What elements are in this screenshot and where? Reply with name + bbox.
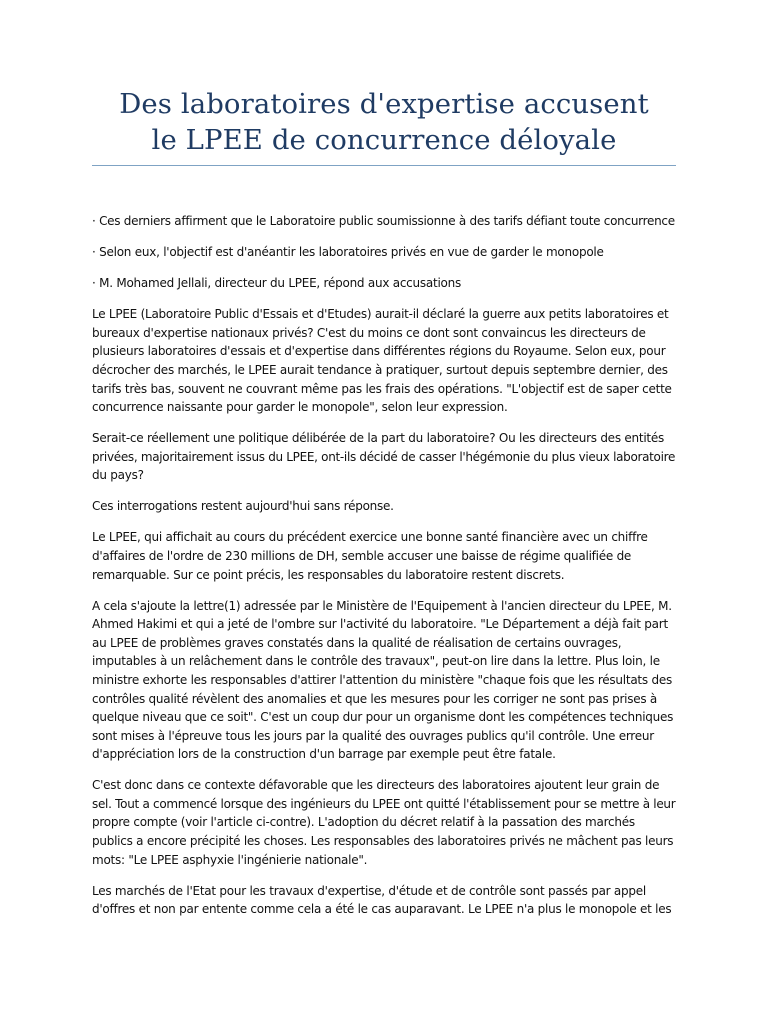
paragraph-line: mots: "Le LPEE asphyxie l'ingénierie nationale". — [92, 852, 368, 867]
paragraph-line: au LPEE de problèmes graves constatés dans la qualité de réalisation de certains ouvrages, — [92, 635, 622, 650]
paragraph-line: A cela s'ajoute la lettre(1) adressée par le Ministère de l'Equipement à l'ancien directeur du LPEE, M. — [92, 598, 672, 613]
paragraph-line: ministre exhorte les responsables d'attirer l'attention du ministère "chaque fois que les résultats des — [92, 672, 672, 687]
paragraph-line: d'appréciation lors de la construction d'un barrage par exemple peut être fatale. — [92, 747, 556, 762]
article-body — [92, 305, 676, 919]
article-title — [92, 86, 676, 158]
paragraph-line: bureaux d'expertise nationaux privés? C'est du moins ce dont sont convaincus les directeurs de — [92, 325, 646, 340]
paragraph-line: Ces interrogations restent aujourd'hui sans réponse. — [92, 499, 394, 514]
paragraph-line: sont mises à l'épreuve tous les jours par la qualité des ouvrages publics qu'il contrôle. Une erreur — [92, 728, 654, 743]
summary-bullet: · M. Mohamed Jellali, directeur du LPEE, répond aux accusations — [92, 276, 461, 291]
paragraph-line: privées, majoritairement issus du LPEE, ont-ils décidé de casser l'hégémonie du plus vieux laboratoire — [92, 449, 676, 464]
article-paragraph — [92, 776, 676, 869]
summary-bullets — [92, 212, 676, 293]
paragraph-line: Ahmed Hakimi et qui a jeté de l'ombre sur l'activité du laboratoire. "Le Département a déjà fait part — [92, 617, 668, 632]
paragraph-line: C'est donc dans ce contexte défavorable que les directeurs des laboratoires ajoutent leur grain de — [92, 778, 660, 793]
article-paragraph — [92, 305, 676, 417]
paragraph-line: décrocher des marchés, le LPEE aurait tendance à pratiquer, surtout depuis septembre dernier, des — [92, 363, 668, 378]
paragraph-line: plusieurs laboratoires d'essais et d'expertise dans différentes régions du Royaume. Selon eux, pour — [92, 344, 666, 359]
article-paragraph — [92, 528, 676, 584]
paragraph-line: Serait-ce réellement une politique délibérée de la part du laboratoire? Ou les directeurs des entités — [92, 431, 665, 446]
paragraph-line: remarquable. Sur ce point précis, les responsables du laboratoire restent discrets. — [92, 567, 565, 582]
article-paragraph — [92, 882, 676, 919]
article-paragraph — [92, 597, 676, 764]
paragraph-line: imputables à un relâchement dans le contrôle des travaux", peut-on lire dans la lettre. Plus loin, le — [92, 654, 660, 669]
paragraph-line: Le LPEE, qui affichait au cours du précédent exercice une bonne santé financière avec un chiffre — [92, 530, 648, 545]
paragraph-line: sel. Tout a commencé lorsque des ingénieurs du LPEE ont quitté l'établissement pour se mettre à leur — [92, 796, 676, 811]
paragraph-line: d'affaires de l'ordre de 230 millions de DH, semble accuser une baisse de régime qualifiée de — [92, 548, 632, 563]
article-paragraph — [92, 497, 676, 516]
paragraph-line: propre compte (voir l'article ci-contre). L'adoption du décret relatif à la passation des marchés — [92, 815, 635, 830]
paragraph-line: tarifs très bas, souvent ne couvrant même pas les frais des opérations. "L'objectif est de saper cette — [92, 381, 672, 396]
paragraph-line: publics a encore précipité les choses. Les responsables des laboratoires privés ne mâchent pas leurs — [92, 834, 674, 849]
summary-bullet: · Ces derniers affirment que le Laboratoire public soumissionne à des tarifs défiant toute concurrence — [92, 214, 675, 228]
paragraph-line: contrôles qualité révèlent des anomalies et que les mesures pour les corriger ne sont pas prises à — [92, 691, 658, 706]
paragraph-line: Les marchés de l'Etat pour les travaux d'expertise, d'étude et de contrôle sont passés par appel — [92, 883, 646, 898]
paragraph-line: quelque niveau que ce soit". C'est un coup dur pour un organisme dont les compétences techniques — [92, 710, 674, 725]
article-title-line-2: le LPEE de concurrence déloyale — [151, 124, 617, 156]
paragraph-line: Le LPEE (Laboratoire Public d'Essais et d'Etudes) aurait-il déclaré la guerre aux petits laboratoires et — [92, 307, 669, 322]
paragraph-line: d'offres et non par entente comme cela a été le cas auparavant. Le LPEE n'a plus le monopole et les — [92, 902, 672, 917]
article-title-line-1: Des laboratoires d'expertise accusent — [119, 88, 649, 120]
article-paragraph — [92, 429, 676, 485]
paragraph-line: concurrence naissante pour garder le monopole", selon leur expression. — [92, 400, 508, 415]
title-underline — [92, 165, 676, 166]
paragraph-line: du pays? — [92, 468, 144, 483]
summary-bullet: · Selon eux, l'objectif est d'anéantir les laboratoires privés en vue de garder le monopole — [92, 245, 604, 260]
